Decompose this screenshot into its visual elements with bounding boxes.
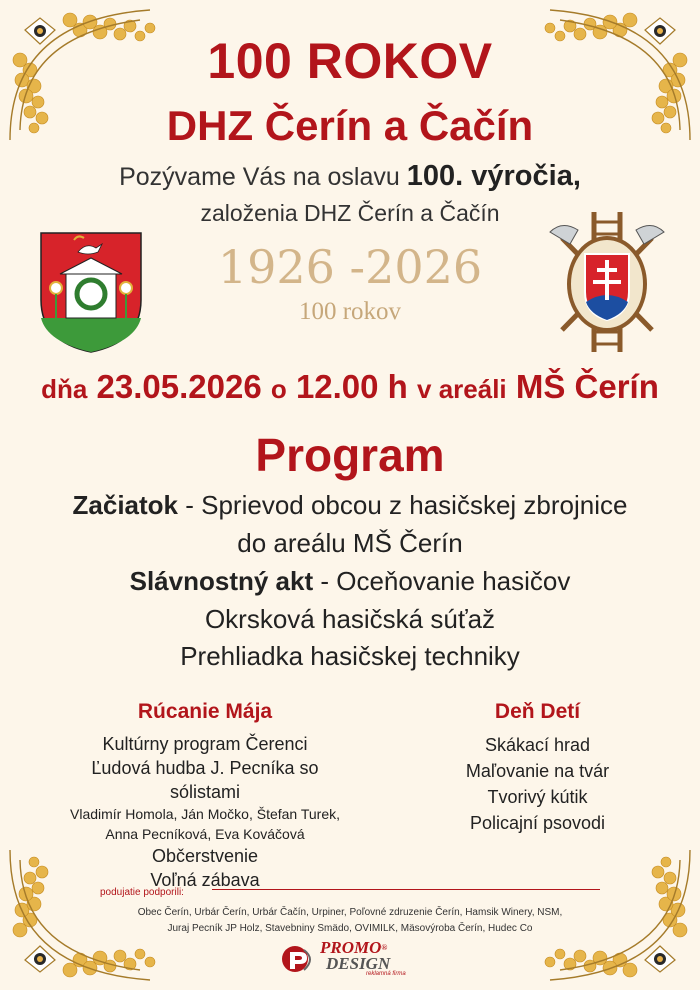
event-date: 23.05.2026	[96, 368, 262, 405]
maypole-title: Rúcanie Mája	[137, 700, 273, 723]
childrens-day-section	[430, 700, 645, 836]
invitation-prefix: Pozývame Vás na oslavu	[119, 163, 400, 191]
program-item-ceremony-label: Slávnostný akt	[129, 566, 314, 596]
list-item: Anna Pecníková, Eva Kováčová	[105, 826, 305, 842]
program-item-start-text: - Sprievod obcou z hasičskej zbrojnice	[178, 490, 628, 520]
poster-subtitle: DHZ Čerín a Čačín	[166, 102, 534, 149]
maypole-section	[55, 700, 355, 892]
date-prefix: dňa	[41, 374, 88, 404]
list-item: Ľudová hudba J. Pecníka so sólistami	[91, 758, 319, 802]
sponsors-label: podujatie podporili:	[100, 887, 184, 898]
sponsors-section	[100, 882, 600, 936]
program-item-start-label: Začiatok	[72, 490, 179, 520]
sponsors-line-1: Obec Čerín, Urbár Čerín, Urbár Čačín, Urpiner, Poľovné zdruzenie Čerín, Hamsik Winery, NSM,	[137, 907, 563, 918]
time-prefix: o	[270, 374, 287, 404]
list-item: Voľná zábava	[150, 870, 260, 890]
list-item: Občerstvenie	[151, 846, 259, 866]
program-item-start-continued: do areálu MŠ Čerín	[237, 528, 463, 558]
list-item: Tvorivý kútik	[487, 787, 588, 807]
years-range: 1926 -2026	[217, 240, 483, 294]
sponsors-line-2: Juraj Pecník JP Holz, Stavebniny Smädo, OVIMILK, Mäsovýroba Čerín, Hudec Co	[167, 923, 533, 934]
childrens-day-title: Deň Detí	[494, 700, 581, 723]
logo-tagline: reklamná firma	[366, 971, 406, 977]
logo-registered-mark: ®	[381, 943, 388, 952]
promo-design-logo-icon	[280, 944, 318, 974]
event-time: 12.00 h	[295, 368, 408, 405]
list-item: Kultúrny program Čerenci	[102, 734, 308, 754]
promo-design-logo	[280, 940, 430, 976]
poster-title: 100 ROKOV	[207, 33, 493, 89]
list-item: Policajní psovodi	[469, 813, 606, 833]
firefighter-emblem	[548, 202, 666, 362]
event-date-line	[0, 368, 700, 406]
invitation-line-1	[0, 160, 700, 193]
promo-design-wordmark	[320, 940, 390, 972]
village-coat-of-arms	[38, 230, 144, 354]
logo-line-1: PROMO	[320, 938, 382, 957]
program-item-competition: Okrsková hasičská súťaž	[204, 604, 496, 634]
invitation-line-2: založenia DHZ Čerín a Čačín	[200, 200, 500, 226]
list-item: Skákací hrad	[484, 735, 591, 755]
list-item: Maľovanie na tvár	[465, 761, 610, 781]
invitation-highlight: 100. výročia,	[406, 160, 581, 192]
event-venue: MŠ Čerín	[515, 368, 659, 405]
program-item-ceremony	[0, 566, 700, 597]
program-item-ceremony-text: - Oceňovanie hasičov	[313, 566, 571, 596]
venue-prefix: v areáli	[417, 374, 507, 404]
years-label: 100 rokov	[298, 298, 402, 325]
logo-line-2: DESIGN	[326, 954, 391, 973]
program-heading: Program	[255, 429, 445, 481]
sponsors-divider	[212, 889, 600, 890]
list-item: Vladimír Homola, Ján Močko, Štefan Turek,	[70, 806, 340, 822]
program-item-equipment-show: Prehliadka hasičskej techniky	[180, 641, 520, 671]
program-item-start	[0, 490, 700, 521]
